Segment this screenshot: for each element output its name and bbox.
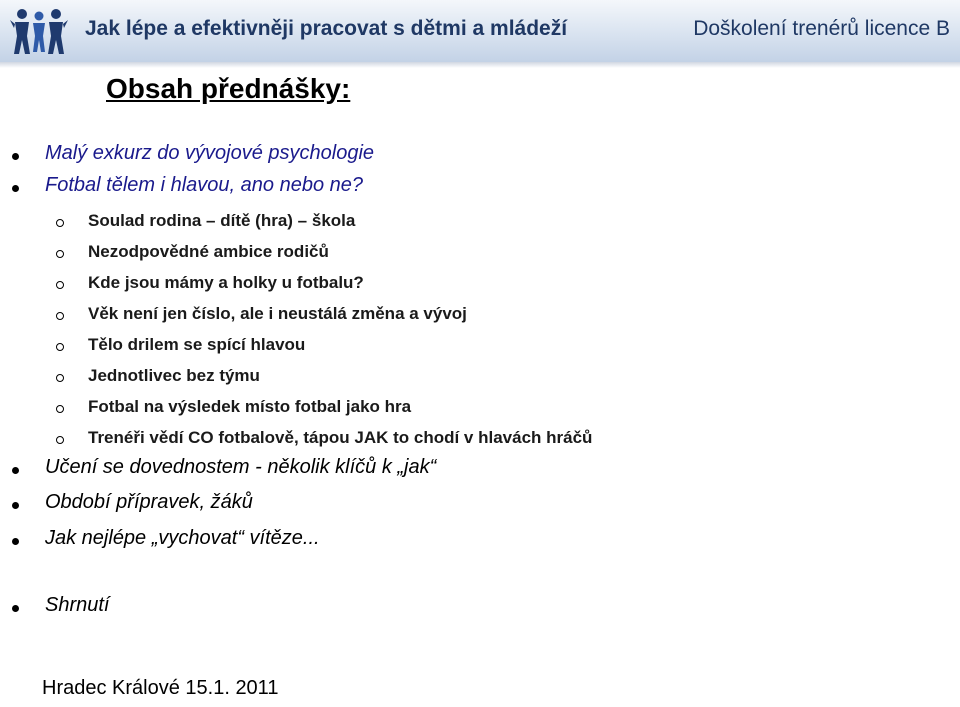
header-title: Jak lépe a efektivněji pracovat s dětmi a mládeží	[85, 17, 568, 40]
sub-bullet-circle-icon	[56, 374, 64, 382]
bullet-dot-icon	[12, 502, 19, 509]
sub-bullet-circle-icon	[56, 343, 64, 351]
list-item-text: Shrnutí	[45, 594, 110, 616]
sub-bullet-circle-icon	[56, 250, 64, 258]
list-item	[0, 174, 960, 204]
header-subtitle: Doškolení trenérů licence B	[693, 17, 950, 40]
list-item-text: Jak nejlépe „vychovat“ vítěze...	[45, 527, 320, 549]
sub-list-item-text: Nezodpovědné ambice rodičů	[88, 242, 329, 261]
list-item	[0, 271, 960, 301]
list-item-text: Malý exkurz do vývojové psychologie	[45, 142, 375, 164]
list-item-text: Učení se dovednostem - několik klíčů k „jak“	[45, 456, 437, 478]
sub-bullet-circle-icon	[56, 436, 64, 444]
list-item	[0, 333, 960, 363]
bullet-dot-icon	[12, 185, 19, 192]
sub-list-item-text: Trenéři vědí CO fotbalově, tápou JAK to chodí v hlavách hráčů	[88, 428, 593, 447]
list-item	[0, 491, 960, 521]
sub-list-item-text: Kde jsou mámy a holky u fotbalu?	[88, 273, 364, 292]
people-figures-logo-icon	[10, 6, 68, 58]
bullet-dot-icon	[12, 538, 19, 545]
sub-list-item-text: Jednotlivec bez týmu	[88, 366, 260, 385]
list-item-text: Fotbal tělem i hlavou, ano nebo ne?	[45, 174, 363, 196]
footer-location-date: Hradec Králové 15.1. 2011	[42, 677, 279, 699]
bullet-dot-icon	[12, 605, 19, 612]
bullet-dot-icon	[12, 467, 19, 474]
list-item	[0, 527, 960, 557]
sub-list-item-text: Soulad rodina – dítě (hra) – škola	[88, 211, 356, 230]
sub-bullet-circle-icon	[56, 405, 64, 413]
list-item-text: Období přípravek, žáků	[45, 491, 253, 513]
list-item	[0, 364, 960, 394]
list-item	[0, 594, 960, 624]
sub-list-item-text: Věk není jen číslo, ale i neustálá změna a vývoj	[88, 304, 467, 323]
sub-bullet-circle-icon	[56, 219, 64, 227]
list-item	[0, 426, 960, 456]
sub-bullet-circle-icon	[56, 312, 64, 320]
sub-list-item-text: Tělo drilem se spící hlavou	[88, 335, 306, 354]
list-item	[0, 302, 960, 332]
sub-list-item-text: Fotbal na výsledek místo fotbal jako hra	[88, 397, 412, 416]
list-item	[0, 209, 960, 239]
list-item	[0, 142, 960, 172]
bullet-dot-icon	[12, 153, 19, 160]
header-divider	[0, 62, 960, 68]
list-item	[0, 240, 960, 270]
list-item	[0, 395, 960, 425]
list-item	[0, 456, 960, 486]
sub-bullet-circle-icon	[56, 281, 64, 289]
slide-title: Obsah přednášky:	[106, 73, 351, 104]
